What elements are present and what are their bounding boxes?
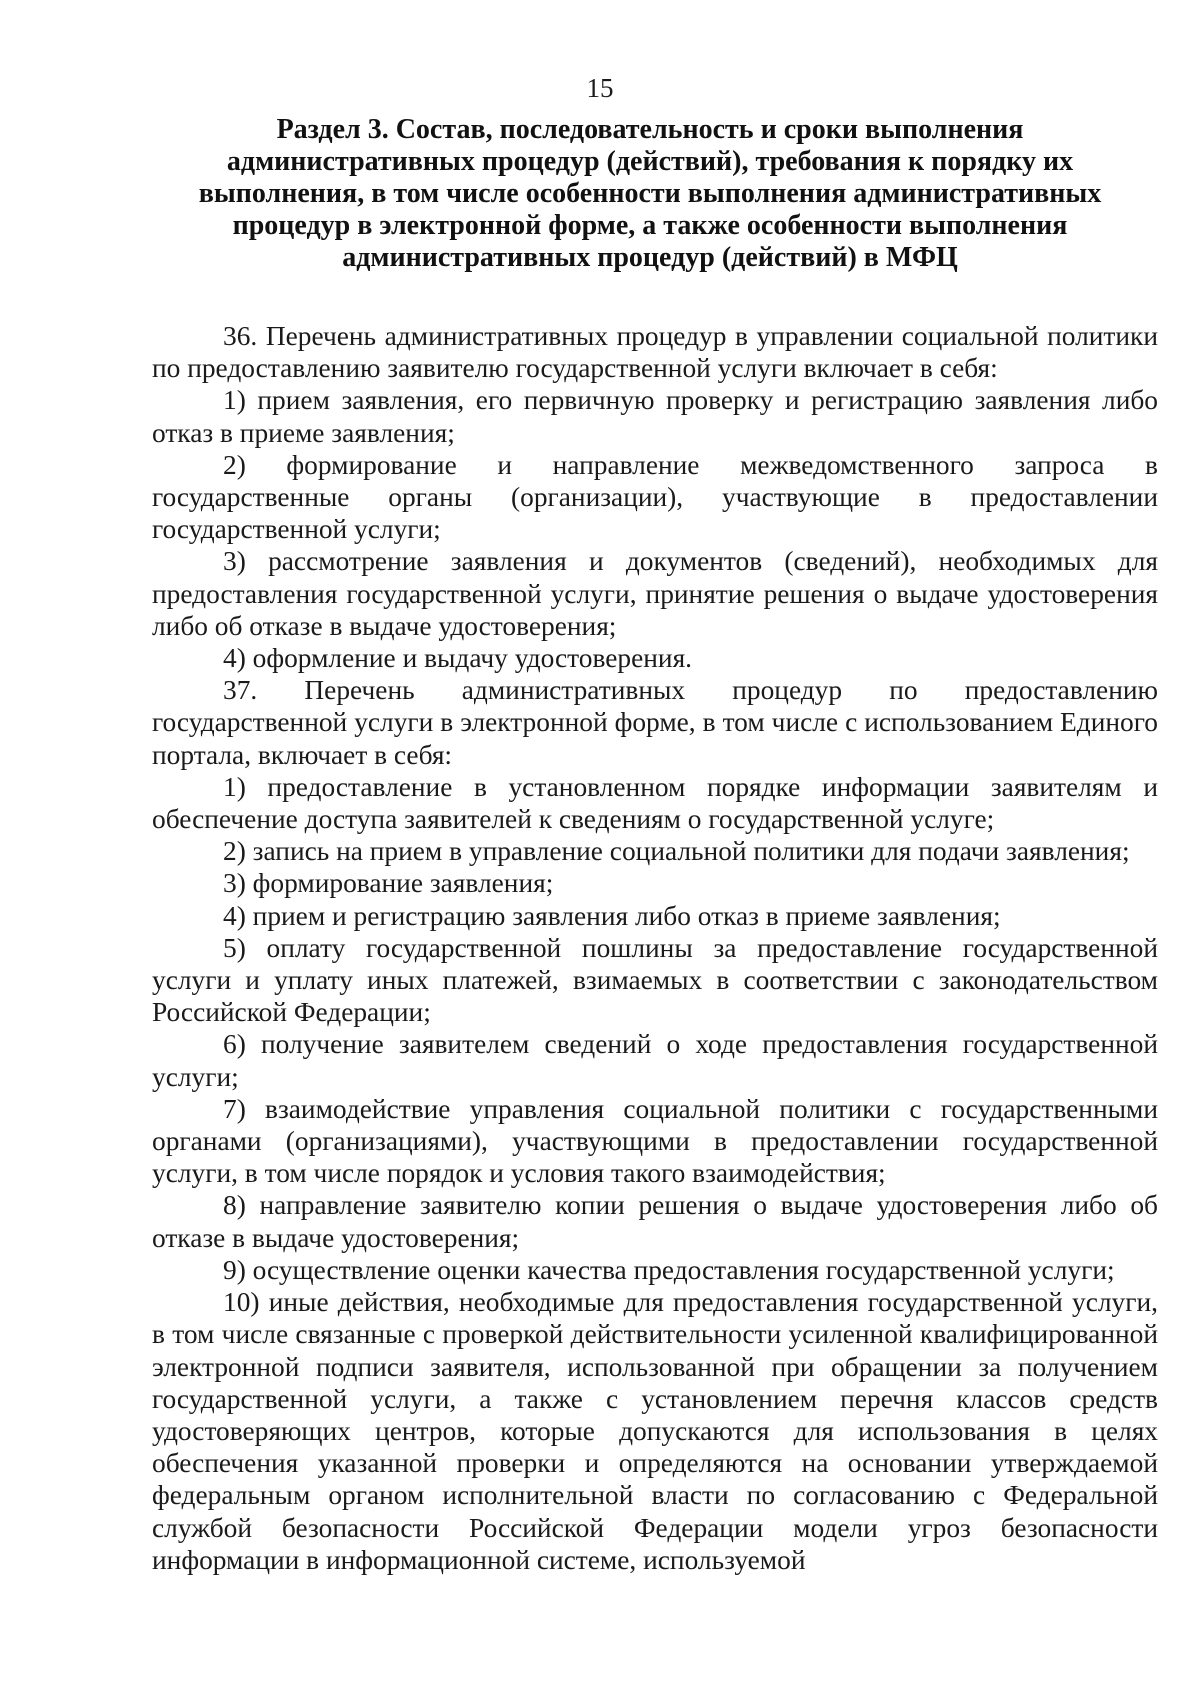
list-item-37-9: 9) осуществление оценки качества предоставления государственной услуги;	[223, 1254, 1115, 1285]
list-item-36-4: 4) оформление и выдачу удостоверения.	[223, 643, 693, 674]
list-item-37-6: 6) получение заявителем сведений о ходе предоставления государственной услуги;	[152, 1029, 1158, 1092]
list-item-36-3: 3) рассмотрение заявления и документов (сведений), необходимых для предоставления государственной услуги, принятие решения о выдаче удостоверения либо об отказе в выдаче удостоверения;	[152, 546, 1158, 641]
list-item-36-2: 2) формирование и направление межведомственного запроса в государственные органы (организации), участвующие в предоставлении государственной услуги;	[152, 449, 1158, 545]
page-number: 15	[586, 73, 614, 103]
document-body	[152, 320, 1158, 1576]
list-item-37-10: 10) иные действия, необходимые для предоставления государственной услуги, в том числе связанные с проверкой действительности усиленной квалифицированной электронной подписи заявителя, использованной при обращении за получением государственной услуги, а также с установлением перечня классов средств удостоверяющих центров, которые допускаются для использования в целях обеспечения указанной проверки и определяются на основании утверждаемой федеральным органом исполнительной власти по согласованию с Федеральной службой безопасности Российской Федерации модели угроз безопасности информации в информационной системе, используемой	[152, 1287, 1158, 1575]
list-item-37-8: 8) направление заявителю копии решения о выдаче удостоверения либо об отказе в выдаче удостоверения;	[152, 1190, 1158, 1253]
section-heading	[170, 114, 1130, 274]
section-heading-line: Раздел 3. Состав, последовательность и сроки выполнения	[276, 114, 1024, 145]
section-heading-line: административных процедур (действий), требования к порядку их	[226, 146, 1074, 177]
list-item-36-1: 1) прием заявления, его первичную проверку и регистрацию заявления либо отказ в приеме заявления;	[152, 385, 1158, 448]
list-item-37-3: 3) формирование заявления;	[223, 868, 554, 899]
paragraph-37-intro: 37. Перечень административных процедур по предоставлению государственной услуги в электронной форме, в том числе с использованием Единого портала, включает в себя:	[152, 675, 1158, 770]
list-item-37-5: 5) оплату государственной пошлины за предоставление государственной услуги и уплату иных платежей, взимаемых в соответствии с законодательством Российской Федерации;	[152, 932, 1158, 1028]
list-item-37-2: 2) запись на прием в управление социальной политики для подачи заявления;	[223, 836, 1130, 867]
section-heading-line: административных процедур (действий) в МФЦ	[342, 242, 958, 273]
section-heading-line: выполнения, в том числе особенности выполнения административных	[198, 178, 1102, 209]
list-item-37-1: 1) предоставление в установленном порядке информации заявителям и обеспечение доступа заявителей к сведениям о государственной услуге;	[152, 771, 1158, 835]
section-heading-line: процедур в электронной форме, а также особенности выполнения	[232, 210, 1068, 241]
paragraph-36-intro: 36. Перечень административных процедур в управлении социальной политики по предоставлению заявителю государственной услуги включает в себя:	[152, 321, 1158, 384]
list-item-37-4: 4) прием и регистрацию заявления либо отказ в приеме заявления;	[223, 900, 1001, 931]
list-item-37-7: 7) взаимодействие управления социальной политики с государственными органами (организациями), участвующими в предоставлении государственной услуги, в том числе порядок и условия такого взаимодействия;	[152, 1093, 1158, 1189]
